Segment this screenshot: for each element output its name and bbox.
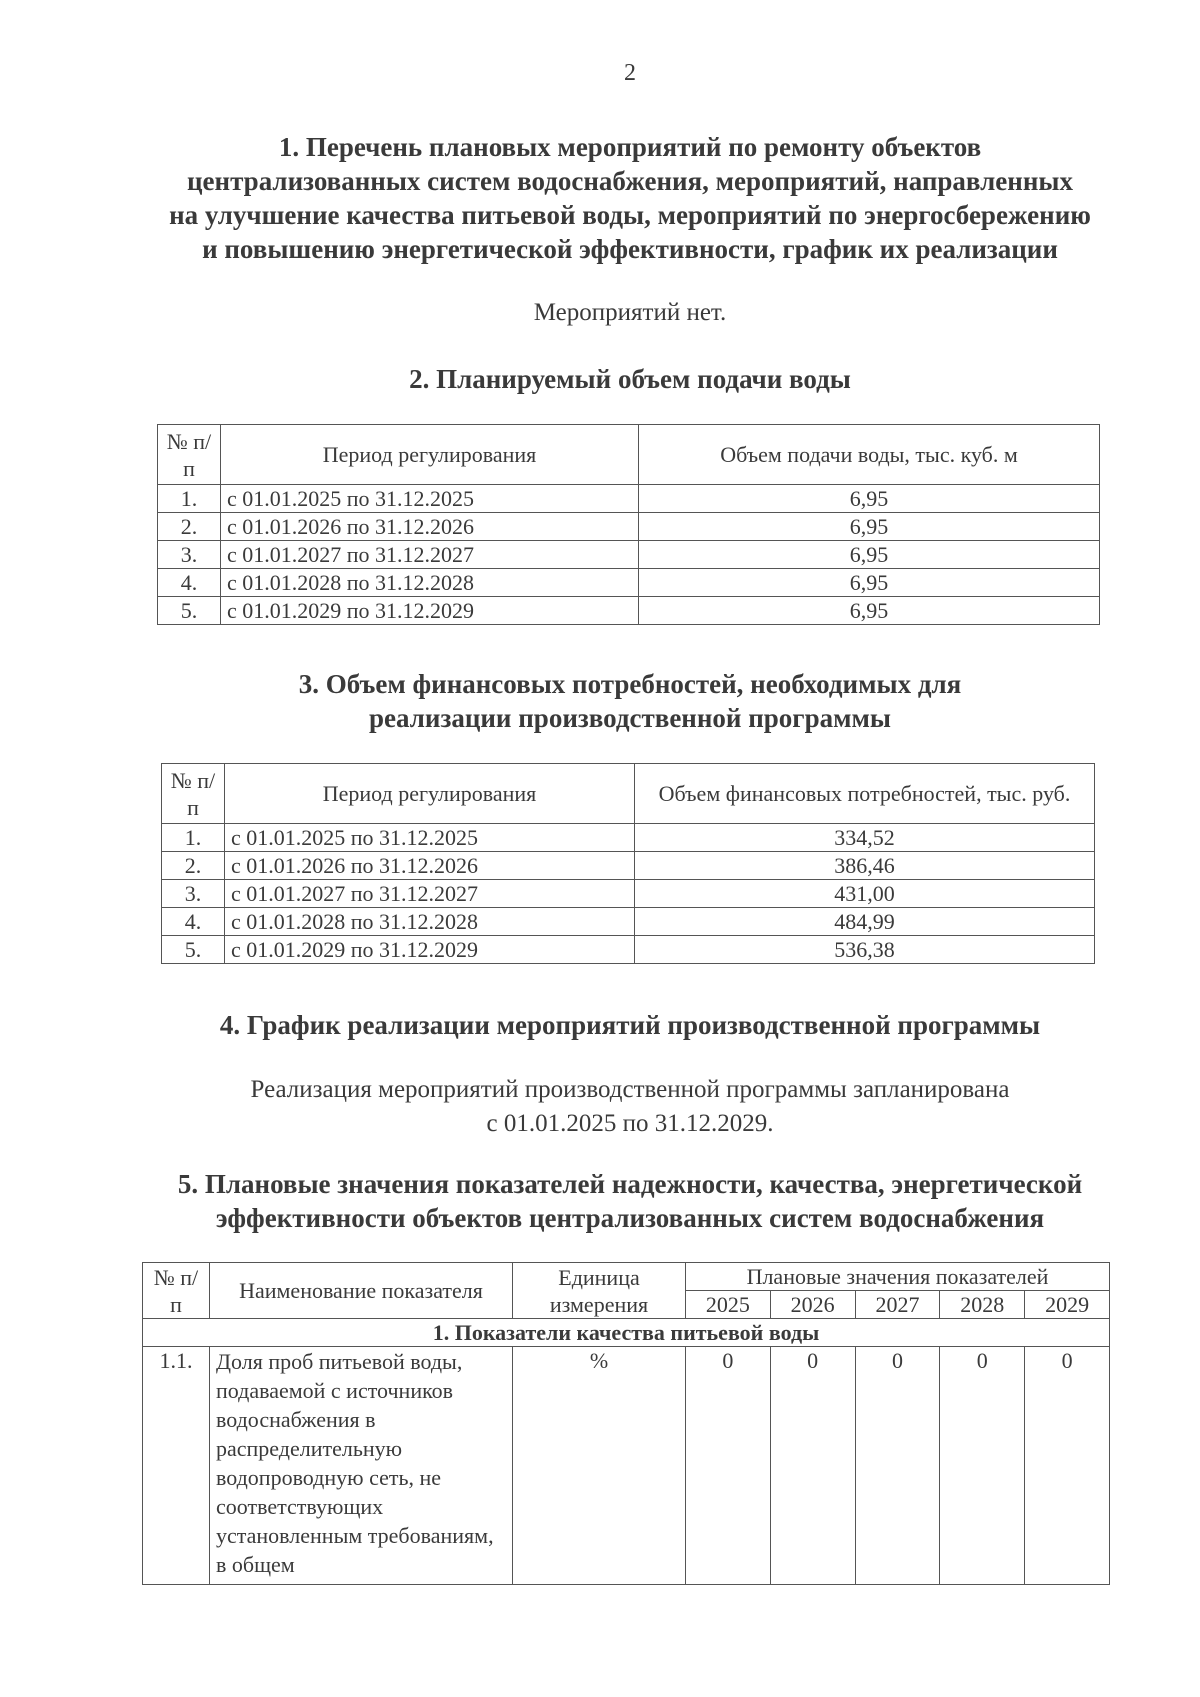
row-value: 6,95 — [639, 541, 1100, 569]
section1-note: Мероприятий нет. — [533, 299, 727, 326]
row-period: с 01.01.2025 по 31.12.2025 — [221, 485, 639, 513]
table-header-row — [143, 1263, 1110, 1291]
row-num: 1.1. — [143, 1347, 210, 1585]
col-value-header: Объем финансовых потребностей, тыс. руб. — [635, 764, 1095, 824]
col-year-header: 2028 — [940, 1291, 1025, 1319]
row-value: 0 — [940, 1347, 1025, 1585]
row-period: с 01.01.2026 по 31.12.2026 — [225, 852, 635, 880]
section4-text — [0, 1073, 1200, 1141]
section5-title-line: 5. Плановые значения показателей надежности, качества, энергетической — [177, 1169, 1083, 1199]
table-row — [143, 1347, 1110, 1585]
col-year-header: 2026 — [770, 1291, 855, 1319]
row-unit: % — [513, 1347, 686, 1585]
row-period: с 01.01.2029 по 31.12.2029 — [225, 936, 635, 964]
section1-title-line: на улучшение качества питьевой воды, мероприятий по энергосбережению — [169, 200, 1091, 230]
row-num: 2. — [158, 513, 221, 541]
table-row — [162, 880, 1095, 908]
section1-title-line: 1. Перечень плановых мероприятий по ремонту объектов — [278, 132, 982, 162]
row-value: 6,95 — [639, 513, 1100, 541]
row-num: 3. — [162, 880, 225, 908]
row-value: 0 — [686, 1347, 771, 1585]
row-value: 536,38 — [635, 936, 1095, 964]
table-row — [162, 852, 1095, 880]
row-period: с 01.01.2025 по 31.12.2025 — [225, 824, 635, 852]
section1-title-line: и повышению энергетической эффективности, график их реализации — [202, 234, 1058, 264]
table-row — [158, 597, 1100, 625]
row-value: 0 — [855, 1347, 940, 1585]
col-num-header: № п/п — [143, 1263, 210, 1319]
col-name-header: Наименование показателя — [210, 1263, 513, 1319]
table-header-row — [158, 425, 1100, 485]
table-row — [158, 485, 1100, 513]
water-supply-table — [157, 424, 1100, 625]
col-unit-header: Единица измерения — [513, 1263, 686, 1319]
table-row — [158, 513, 1100, 541]
section4-text-line: с 01.01.2025 по 31.12.2029. — [486, 1110, 774, 1137]
group-row — [143, 1319, 1110, 1347]
group-title: 1. Показатели качества питьевой воды — [143, 1319, 1110, 1347]
section1-title-line: централизованных систем водоснабжения, мероприятий, направленных — [186, 166, 1073, 196]
col-num-header: № п/п — [158, 425, 221, 485]
col-year-header: 2027 — [855, 1291, 940, 1319]
row-num: 1. — [158, 485, 221, 513]
row-period: с 01.01.2027 по 31.12.2027 — [225, 880, 635, 908]
section3-title — [0, 667, 1200, 735]
section4-text-line: Реализация мероприятий производственной программы запланирована — [250, 1076, 1010, 1103]
section1-title — [0, 130, 1200, 266]
row-period: с 01.01.2029 по 31.12.2029 — [221, 597, 639, 625]
col-year-header: 2029 — [1025, 1291, 1110, 1319]
row-num: 1. — [162, 824, 225, 852]
section5-title — [0, 1167, 1200, 1235]
row-indicator-name: Доля проб питьевой воды, подаваемой с источников водоснабжения в распределительную водопроводную сеть, не соответствующих установленным требованиям, в общем — [210, 1347, 513, 1585]
row-value: 484,99 — [635, 908, 1095, 936]
col-year-header: 2025 — [686, 1291, 771, 1319]
row-value: 6,95 — [639, 569, 1100, 597]
table-row — [162, 824, 1095, 852]
row-num: 4. — [158, 569, 221, 597]
row-value: 6,95 — [639, 485, 1100, 513]
table-row — [158, 541, 1100, 569]
row-num: 5. — [158, 597, 221, 625]
col-plan-header: Плановые значения показателей — [686, 1263, 1110, 1291]
section2-title: 2. Планируемый объем подачи воды — [409, 364, 851, 394]
row-value: 0 — [770, 1347, 855, 1585]
row-period: с 01.01.2027 по 31.12.2027 — [221, 541, 639, 569]
row-value: 431,00 — [635, 880, 1095, 908]
section5-title-line: эффективности объектов централизованных систем водоснабжения — [215, 1203, 1045, 1233]
row-num: 3. — [158, 541, 221, 569]
page-number: 2 — [624, 60, 636, 86]
row-num: 4. — [162, 908, 225, 936]
financial-needs-table — [161, 763, 1095, 964]
section3-title-line: 3. Объем финансовых потребностей, необходимых для — [298, 669, 962, 699]
table-header-row — [162, 764, 1095, 824]
row-value: 6,95 — [639, 597, 1100, 625]
col-num-header: № п/п — [162, 764, 225, 824]
row-value: 386,46 — [635, 852, 1095, 880]
table-row — [162, 908, 1095, 936]
table-row — [162, 936, 1095, 964]
row-num: 2. — [162, 852, 225, 880]
table-row — [158, 569, 1100, 597]
col-value-header: Объем подачи воды, тыс. куб. м — [639, 425, 1100, 485]
section3-title-line: реализации производственной программы — [369, 703, 891, 733]
row-period: с 01.01.2026 по 31.12.2026 — [221, 513, 639, 541]
row-period: с 01.01.2028 по 31.12.2028 — [221, 569, 639, 597]
col-period-header: Период регулирования — [221, 425, 639, 485]
row-num: 5. — [162, 936, 225, 964]
indicators-table — [142, 1262, 1110, 1585]
row-value: 0 — [1025, 1347, 1110, 1585]
row-value: 334,52 — [635, 824, 1095, 852]
col-period-header: Период регулирования — [225, 764, 635, 824]
section4-title: 4. График реализации мероприятий производственной программы — [219, 1010, 1041, 1040]
row-period: с 01.01.2028 по 31.12.2028 — [225, 908, 635, 936]
